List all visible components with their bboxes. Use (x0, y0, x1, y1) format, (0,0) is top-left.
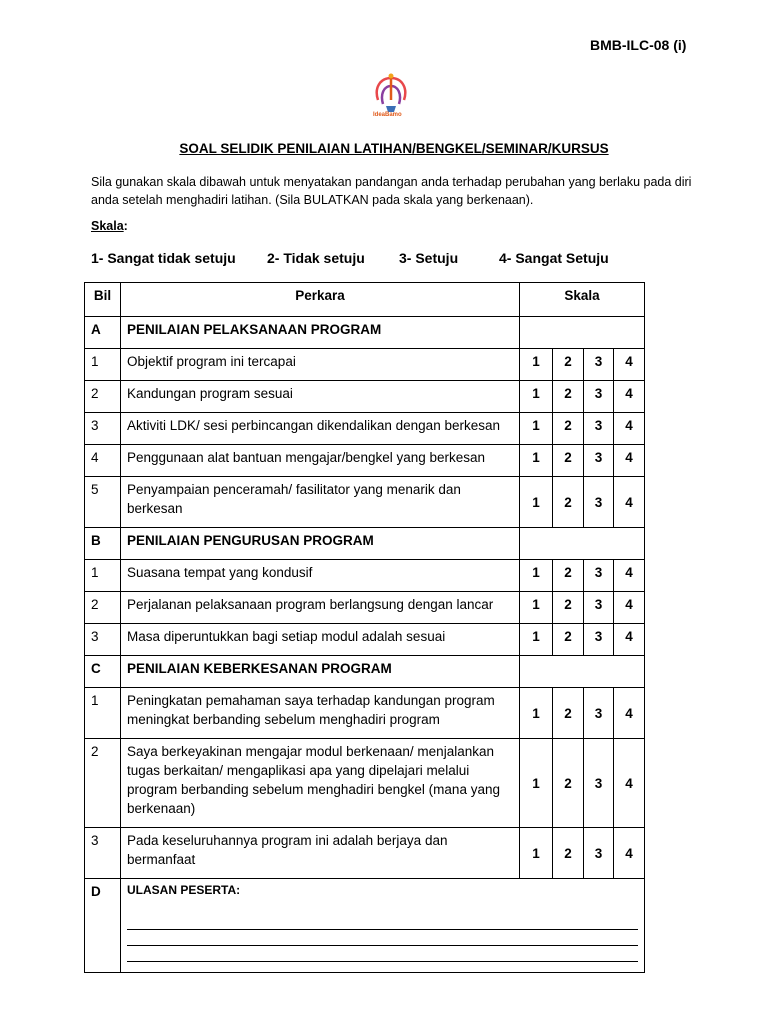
logo-wordmark: IdeaBamo (373, 112, 402, 118)
scale-option-cell[interactable]: 3 (584, 445, 614, 477)
table-row (85, 560, 645, 592)
document-code: BMB-ILC-08 (i) (590, 37, 687, 53)
scale-option-cell[interactable]: 2 (553, 349, 584, 381)
item-text: Kandungan program sesuai (121, 381, 520, 413)
scale-option-cell[interactable]: 4 (614, 688, 645, 739)
section-scale-empty (520, 656, 645, 688)
scale-option-cell[interactable]: 3 (584, 349, 614, 381)
table-row (85, 445, 645, 477)
scale-option-cell[interactable]: 3 (584, 592, 614, 624)
item-number: 1 (85, 688, 121, 739)
item-number: 2 (85, 381, 121, 413)
scale-option-cell[interactable]: 1 (520, 349, 553, 381)
scale-option-cell[interactable]: 4 (614, 624, 645, 656)
scale-option-cell[interactable]: 1 (520, 560, 553, 592)
item-number: 5 (85, 477, 121, 528)
item-number: 2 (85, 592, 121, 624)
scale-option-cell[interactable]: 1 (520, 592, 553, 624)
scale-option-cell[interactable]: 1 (520, 477, 553, 528)
table-row (85, 477, 645, 528)
table-row (85, 349, 645, 381)
table-row (85, 739, 645, 828)
scale-option-cell[interactable]: 4 (614, 592, 645, 624)
item-number: 4 (85, 445, 121, 477)
section-id: B (85, 528, 121, 560)
scale-option-cell[interactable]: 1 (520, 739, 553, 828)
comments-title: ULASAN PESERTA: (127, 883, 241, 897)
comment-line[interactable] (127, 930, 638, 946)
scale-option-cell[interactable]: 4 (614, 739, 645, 828)
scale-option-cell[interactable]: 2 (553, 624, 584, 656)
item-text: Suasana tempat yang kondusif (121, 560, 520, 592)
section-title: PENILAIAN PELAKSANAAN PROGRAM (121, 317, 520, 349)
scale-option-cell[interactable]: 2 (553, 477, 584, 528)
section-scale-empty (520, 317, 645, 349)
scale-option-cell[interactable]: 3 (584, 381, 614, 413)
scale-option-cell[interactable]: 4 (614, 413, 645, 445)
section-title: PENILAIAN PENGURUSAN PROGRAM (121, 528, 520, 560)
item-text: Peningkatan pemahaman saya terhadap kandungan program meningkat berbanding sebelum menghadiri program (121, 688, 520, 739)
scale-option-cell[interactable]: 2 (553, 381, 584, 413)
scale-option-cell[interactable]: 4 (614, 560, 645, 592)
scale-option-cell[interactable]: 2 (553, 739, 584, 828)
scale-option-cell[interactable]: 2 (553, 592, 584, 624)
header-bil: Bil (85, 283, 121, 317)
section-title: PENILAIAN KEBERKESANAN PROGRAM (121, 656, 520, 688)
scale-option-4: 4- Sangat Setuju (499, 250, 609, 266)
item-text: Masa diperuntukkan bagi setiap modul adalah sesuai (121, 624, 520, 656)
section-row (85, 656, 645, 688)
comments-row (85, 879, 645, 973)
scale-option-3: 3- Setuju (399, 250, 459, 266)
table-row (85, 624, 645, 656)
scale-option-cell[interactable]: 3 (584, 477, 614, 528)
scale-option-cell[interactable]: 1 (520, 688, 553, 739)
scale-option-cell[interactable]: 4 (614, 477, 645, 528)
item-number: 1 (85, 560, 121, 592)
item-number: 3 (85, 413, 121, 445)
table-row (85, 413, 645, 445)
table-row (85, 688, 645, 739)
section-id: A (85, 317, 121, 349)
scale-option-cell[interactable]: 2 (553, 560, 584, 592)
scale-option-cell[interactable]: 1 (520, 381, 553, 413)
scale-option-cell[interactable]: 1 (520, 828, 553, 879)
table-header-row (85, 283, 645, 317)
form-title: SOAL SELIDIK PENILAIAN LATIHAN/BENGKEL/SEMINAR/KURSUS (179, 141, 609, 156)
scale-option-cell[interactable]: 4 (614, 445, 645, 477)
scale-option-cell[interactable]: 3 (584, 560, 614, 592)
scale-option-cell[interactable]: 4 (614, 381, 645, 413)
scale-option-cell[interactable]: 3 (584, 624, 614, 656)
scale-option-cell[interactable]: 2 (553, 688, 584, 739)
section-scale-empty (520, 528, 645, 560)
scale-option-cell[interactable]: 4 (614, 349, 645, 381)
scale-option-cell[interactable]: 3 (584, 413, 614, 445)
item-text: Saya berkeyakinan mengajar modul berkenaan/ menjalankan tugas berkaitan/ mengaplikasi apa yang dipelajari melalui program berbanding sebelum menghadiri bengkel (mana yang berkenaan) (121, 739, 520, 828)
item-text: Penyampaian penceramah/ fasilitator yang menarik dan berkesan (121, 477, 520, 528)
instructions: Sila gunakan skala dibawah untuk menyatakan pandangan anda terhadap perubahan yang berlaku pada diri anda setelah menghadiri latihan. (Sila BULATKAN pada skala yang berkenaan). (91, 175, 692, 207)
scale-option-cell[interactable]: 3 (584, 828, 614, 879)
scale-option-cell[interactable]: 4 (614, 828, 645, 879)
scale-option-cell[interactable]: 2 (553, 445, 584, 477)
section-id: C (85, 656, 121, 688)
scale-label: Skala: (91, 219, 128, 233)
item-number: 3 (85, 624, 121, 656)
item-text: Pada keseluruhannya program ini adalah berjaya dan bermanfaat (121, 828, 520, 879)
scale-option-2: 2- Tidak setuju (267, 250, 365, 266)
scale-option-cell[interactable]: 1 (520, 413, 553, 445)
item-text: Objektif program ini tercapai (121, 349, 520, 381)
section-row (85, 317, 645, 349)
scale-option-cell[interactable]: 1 (520, 624, 553, 656)
table-row (85, 592, 645, 624)
header-skala: Skala (520, 283, 645, 317)
scale-option-cell[interactable]: 1 (520, 445, 553, 477)
table-row (85, 828, 645, 879)
item-text: Aktiviti LDK/ sesi perbincangan dikendalikan dengan berkesan (121, 413, 520, 445)
comments-cell[interactable] (121, 879, 645, 973)
comments-id: D (85, 879, 121, 973)
header-perkara: Perkara (121, 283, 520, 317)
scale-option-cell[interactable]: 3 (584, 688, 614, 739)
scale-option-cell[interactable]: 2 (553, 413, 584, 445)
scale-option-1: 1- Sangat tidak setuju (91, 250, 236, 266)
comment-line[interactable] (127, 914, 638, 930)
item-number: 2 (85, 739, 121, 828)
table-row (85, 381, 645, 413)
scale-option-cell[interactable]: 2 (553, 828, 584, 879)
evaluation-table (84, 282, 645, 973)
comment-line[interactable] (127, 946, 638, 962)
scale-option-cell[interactable]: 3 (584, 739, 614, 828)
item-text: Perjalanan pelaksanaan program berlangsung dengan lancar (121, 592, 520, 624)
item-number: 1 (85, 349, 121, 381)
section-row (85, 528, 645, 560)
item-number: 3 (85, 828, 121, 879)
item-text: Penggunaan alat bantuan mengajar/bengkel yang berkesan (121, 445, 520, 477)
